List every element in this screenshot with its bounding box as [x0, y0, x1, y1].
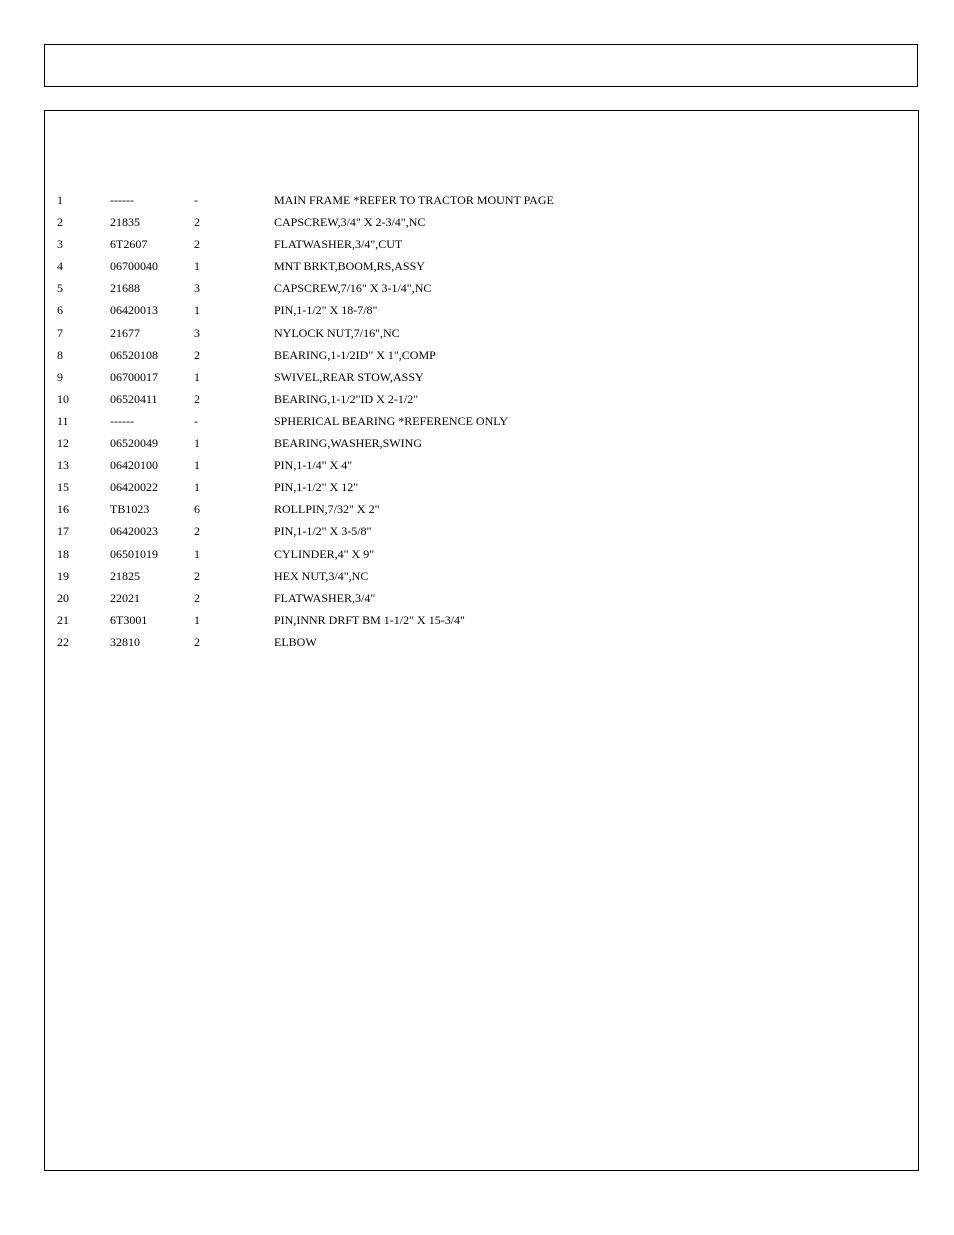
part-number: TB1023	[110, 502, 150, 517]
description: NYLOCK NUT,7/16",NC	[274, 325, 400, 340]
part-number: 06520411	[110, 391, 158, 406]
description: CAPSCREW,7/16" X 3-1/4",NC	[274, 281, 432, 296]
description: ELBOW	[274, 634, 317, 649]
part-number: 06520108	[110, 347, 158, 362]
description: HEX NUT,3/4",NC	[274, 568, 369, 583]
part-number: 21835	[110, 215, 140, 230]
part-number: 21825	[110, 568, 140, 583]
table-row	[0, 432, 954, 454]
part-number: 06700017	[110, 369, 158, 384]
table-row	[0, 189, 954, 211]
description: FLATWASHER,3/4"	[274, 590, 376, 605]
item-number: 16	[57, 502, 69, 517]
quantity: 1	[194, 612, 200, 627]
quantity: 2	[194, 634, 200, 649]
part-number: 06700040	[110, 259, 158, 274]
description: PIN,1-1/2" X 12"	[274, 480, 359, 495]
quantity: 1	[194, 458, 200, 473]
item-number: 9	[57, 369, 63, 384]
table-row	[0, 277, 954, 299]
quantity: 6	[194, 502, 200, 517]
part-number: 06501019	[110, 546, 158, 561]
table-row	[0, 476, 954, 498]
part-number: 06420023	[110, 524, 158, 539]
part-number: 22021	[110, 590, 140, 605]
parts-list	[0, 189, 954, 653]
quantity: 1	[194, 369, 200, 384]
description: MNT BRKT,BOOM,RS,ASSY	[274, 259, 425, 274]
part-number: ------	[110, 193, 134, 207]
quantity: 1	[194, 480, 200, 495]
quantity: 1	[194, 436, 200, 451]
part-number: 06520049	[110, 436, 158, 451]
item-number: 10	[57, 391, 69, 406]
part-number: 6T2607	[110, 237, 148, 252]
item-number: 3	[57, 237, 63, 252]
part-number: 06420013	[110, 303, 158, 318]
quantity: 2	[194, 237, 200, 252]
quantity: 1	[194, 546, 200, 561]
table-row	[0, 233, 954, 255]
quantity: -	[194, 413, 198, 428]
description: SWIVEL,REAR STOW,ASSY	[274, 369, 424, 384]
table-row	[0, 366, 954, 388]
quantity: 2	[194, 568, 200, 583]
item-number: 21	[57, 612, 69, 627]
item-number: 5	[57, 281, 63, 296]
description: CYLINDER,4" X 9"	[274, 546, 375, 561]
description: PIN,INNR DRFT BM 1-1/2" X 15-3/4"	[274, 612, 465, 627]
description: MAIN FRAME *REFER TO TRACTOR MOUNT PAGE	[274, 193, 554, 207]
description: BEARING,WASHER,SWING	[274, 436, 422, 451]
quantity: -	[194, 193, 198, 207]
item-number: 22	[57, 634, 69, 649]
item-number: 17	[57, 524, 69, 539]
description: ROLLPIN,7/32" X 2"	[274, 502, 380, 517]
part-number: 06420022	[110, 480, 158, 495]
description: PIN,1-1/2" X 18-7/8"	[274, 303, 378, 318]
item-number: 18	[57, 546, 69, 561]
description: PIN,1-1/4" X 4"	[274, 458, 353, 473]
quantity: 2	[194, 524, 200, 539]
item-number: 15	[57, 480, 69, 495]
part-number: 06420100	[110, 458, 158, 473]
description: SPHERICAL BEARING *REFERENCE ONLY	[274, 413, 509, 428]
table-row	[0, 543, 954, 565]
part-number: ------	[110, 413, 134, 428]
item-number: 2	[57, 215, 63, 230]
table-row	[0, 322, 954, 344]
quantity: 1	[194, 259, 200, 274]
part-number: 6T3001	[110, 612, 148, 627]
item-number: 6	[57, 303, 63, 318]
table-row	[0, 211, 954, 233]
item-number: 1	[57, 193, 63, 207]
table-row	[0, 344, 954, 366]
table-row	[0, 410, 954, 432]
item-number: 12	[57, 436, 69, 451]
quantity: 2	[194, 215, 200, 230]
table-row	[0, 520, 954, 542]
quantity: 3	[194, 281, 200, 296]
header-box	[44, 44, 918, 87]
part-number: 21688	[110, 281, 140, 296]
table-row	[0, 565, 954, 587]
item-number: 11	[57, 413, 69, 428]
item-number: 8	[57, 347, 63, 362]
quantity: 2	[194, 590, 200, 605]
description: BEARING,1-1/2"ID X 2-1/2"	[274, 391, 419, 406]
table-row	[0, 388, 954, 410]
part-number: 21677	[110, 325, 140, 340]
table-row	[0, 299, 954, 321]
table-row	[0, 255, 954, 277]
table-row	[0, 454, 954, 476]
table-row	[0, 631, 954, 653]
quantity: 2	[194, 347, 200, 362]
description: PIN,1-1/2" X 3-5/8"	[274, 524, 372, 539]
table-row	[0, 609, 954, 631]
table-row	[0, 498, 954, 520]
description: CAPSCREW,3/4" X 2-3/4",NC	[274, 215, 426, 230]
part-number: 32810	[110, 634, 140, 649]
quantity: 1	[194, 303, 200, 318]
item-number: 4	[57, 259, 63, 274]
item-number: 20	[57, 590, 69, 605]
quantity: 2	[194, 391, 200, 406]
item-number: 19	[57, 568, 69, 583]
item-number: 13	[57, 458, 69, 473]
table-row	[0, 587, 954, 609]
description: BEARING,1-1/2ID" X 1",COMP	[274, 347, 436, 362]
description: FLATWASHER,3/4",CUT	[274, 237, 403, 252]
item-number: 7	[57, 325, 63, 340]
quantity: 3	[194, 325, 200, 340]
